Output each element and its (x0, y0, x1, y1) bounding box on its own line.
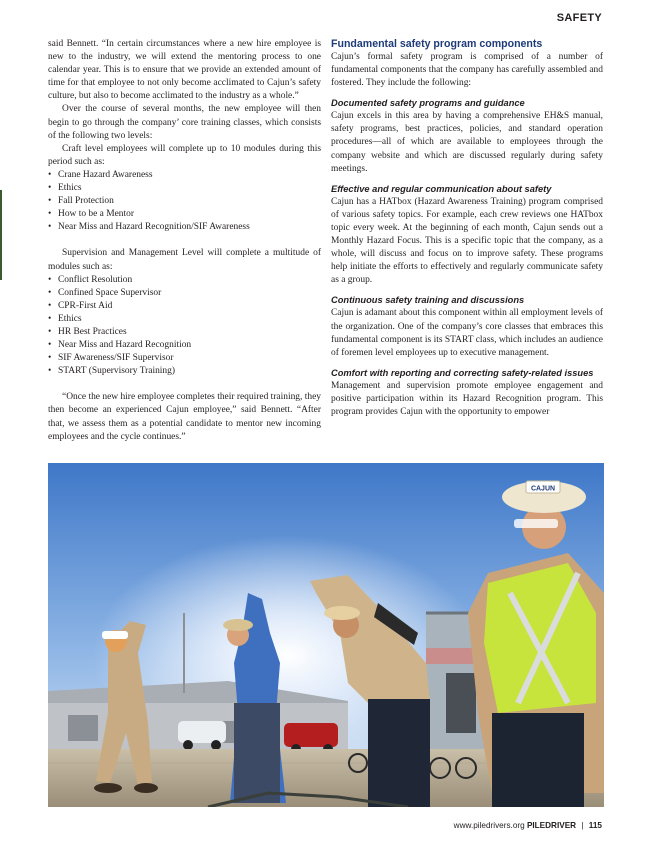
list-item: • START (Supervisory Training) (48, 365, 321, 378)
photo-illustration (48, 463, 604, 807)
craft-module-list (48, 169, 321, 234)
list-item: • HR Best Practices (48, 326, 321, 339)
list-item: • SIF Awareness/SIF Supervisor (48, 352, 321, 365)
list-item: • Crane Hazard Awareness (48, 169, 321, 182)
body-paragraph: “Once the new hire employee completes their required training, they then become an experienced Cajun employee,” said Bennett. “After that, we assess them as a potential candidate to mentor new incoming employees and the cycle continues.” (48, 392, 321, 442)
publication-name: PILEDRIVER (526, 821, 577, 830)
subsection-heading: Documented safety programs and guidance (331, 98, 525, 109)
page-footer (454, 821, 602, 830)
body-paragraph: Craft level employees will complete up to 10 modules during this period such as: (48, 143, 321, 167)
spacer (48, 234, 321, 247)
left-column (48, 38, 321, 444)
right-column (331, 38, 603, 419)
body-paragraph: Over the course of several months, the new employee will then begin to go through the company’ core training classes, which consists of the following two levels: (48, 104, 321, 141)
list-item: • Fall Protection (48, 195, 321, 208)
footer-separator: | (581, 821, 584, 830)
list-item: • CPR-First Aid (48, 300, 321, 313)
supervision-module-list (48, 274, 321, 379)
list-item: • Near Miss and Hazard Recognition (48, 339, 321, 352)
subsection-heading: Comfort with reporting and correcting safety-related issues (331, 367, 594, 378)
list-item: • Near Miss and Hazard Recognition/SIF Awareness (48, 221, 321, 234)
footer-url[interactable]: www.piledrivers.org (453, 821, 525, 830)
body-paragraph: said Bennett. “In certain circumstances where a new hire employee is new to the industry, we will extend the mentoring process to one calendar year. This is to ensure that we provide an extended amount of time for that employee to not only become acclimated to Cajun’s safety culture, but also to become acclimated to the industry as a whole.” (48, 39, 321, 102)
section-label: SAFETY (556, 12, 602, 24)
body-paragraph: Supervision and Management Level will complete a multitude of modules such as: (48, 248, 321, 272)
subsection-heading: Continuous safety training and discussions (331, 295, 525, 306)
section-heading: Fundamental safety program components (331, 38, 543, 50)
list-item: • Ethics (48, 313, 321, 326)
spacer (48, 378, 321, 391)
list-item: • Ethics (48, 182, 321, 195)
subsection-heading: Effective and regular communication about safety (331, 183, 552, 194)
page-number: 115 (588, 821, 602, 830)
body-paragraph: Cajun has a HATbox (Hazard Awareness Training) program comprised of various safety topics. For example, each crew reviews one HATbox topic every week. At the beginning of each month, Cajun sends out a Monthly Hazard Focus. This is a specific topic that the company, as a whole, will discuss and focus on to improve safety. These programs help initiate the efforts to effectively and regularly communicate safety as a group. (331, 196, 603, 286)
hat-logo: CAJUN (530, 485, 556, 493)
list-item: • How to be a Mentor (48, 208, 321, 221)
body-paragraph: Management and supervision promote employee engagement and positive participation within its Hazard Recognition program. This program provides Cajun with the opportunity to empower (331, 380, 603, 417)
body-paragraph: Cajun excels in this area by having a comprehensive EH&S manual, safety programs, best practices, policies, and standard operation procedures—all of which are available to employees through the company website and which are discussed regularly during safety meetings. (331, 111, 603, 174)
body-paragraph: Cajun’s formal safety program is comprised of a number of fundamental components that the company has carefully assembled and fostered. They include the following: (331, 52, 603, 89)
stretching-workers-photo (48, 463, 604, 807)
body-paragraph: Cajun is adamant about this component within all employment levels of the organization. One of the company’s core classes that embraces this fundamental component is its START class, which includes an audience of foremen level employees up to executive management. (331, 308, 603, 358)
list-item: • Confined Space Supervisor (48, 287, 321, 300)
list-item: • Conflict Resolution (48, 274, 321, 287)
page-edge-mark (0, 190, 2, 280)
